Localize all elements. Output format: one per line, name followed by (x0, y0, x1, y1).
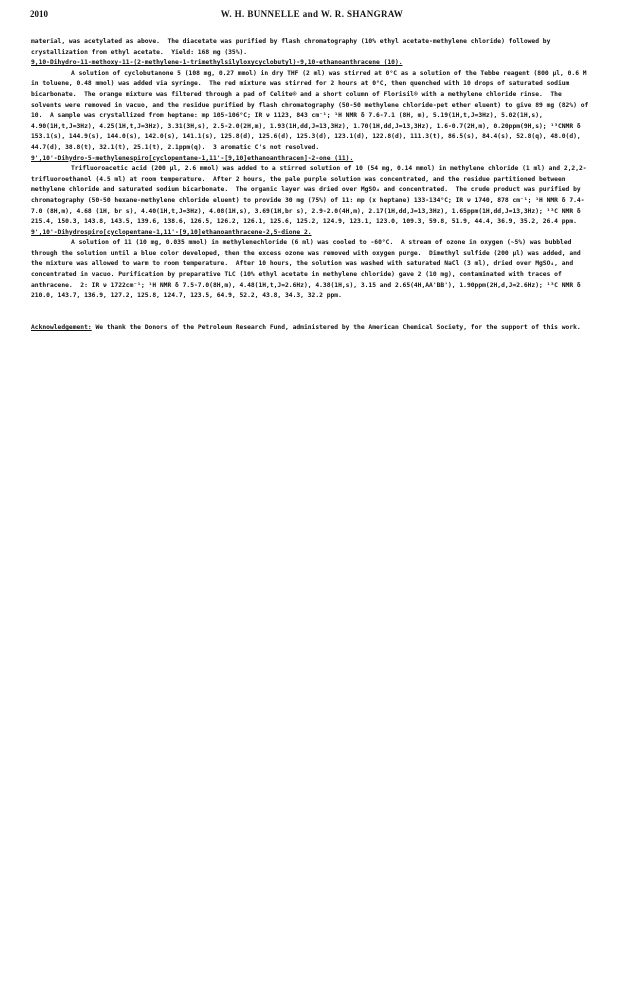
acknowledgement-text: We thank the Donors of the Petroleum Research Fund, administered by the American Chemical Society, for the support of this work. (91, 323, 581, 331)
compound-heading-11: 9',10'-Dihydro-5-methylenespiro[cyclopentane-1,11'-[9,10]ethanoanthracen]-2-one (11). (31, 154, 354, 162)
compound-heading-2: 9',10'-Dihydrospiro[cyclopentane-1,11'-[9,10]ethanoanthracene-2,5-dione 2. (31, 228, 312, 236)
section-gap (31, 302, 593, 323)
running-title: W. H. BUNNELLE and W. R. SHANGRAW (220, 9, 404, 19)
acknowledgement-label: Acknowledgement: (31, 323, 92, 331)
page-number: 2010 (30, 9, 48, 19)
acknowledgement (31, 323, 593, 334)
paragraph-compound-2: A solution of 11 (10 mg, 0.035 mmol) in methylenechloride (6 ml) was cooled to -60°C. A stream of ozone in oxygen (~5%) was bubbled through the solution until a blue color developed, then the excess ozone was removed with oxygen purge. Dimethyl sulfide (200 µl) was added, and the mixture was allowed to warm to room temperature. After 10 hours, the solution was washed with saturated NaCl (3 ml), dried over MgSO₄, and concentrated in vacuo. Purification by preparative TLC (10% ethyl acetate in methylene chloride) gave 2 (10 mg), contaminated with traces of anthracene. 2: IR ν 1722cm⁻¹; ¹H NMR δ 7.5-7.0(8H,m), 4.48(1H,t,J=2.6Hz), 4.38(1H,s), 3.15 and 2.65(4H,AA'BB'), 1.90ppm(2H,d,J=2.6Hz); ¹³C NMR δ 210.0, 143.7, 136.9, 127.2, 125.8, 124.7, 123.5, 64.9, 52.2, 43.8, 34.3, 32.2 ppm. (31, 239, 585, 300)
paragraph-diacetate: material, was acetylated as above. The diacetate was purified by flash chromatography (10% ethyl acetate-methylene chloride) followed by crystallization from ethyl acetate. Yield: 168 mg (35%). (31, 38, 555, 56)
paragraph-compound-11: Trifluoroacetic acid (200 µl, 2.6 mmol) was added to a stirred solution of 10 (54 mg, 0.14 mmol) in methylene chloride (1 ml) and 2,2,2-trifluoroethanol (4.5 ml) at room temperature. After 2 hours, the pale purple solution was concentrated, and the residue partitioned between methylene chloride and saturated sodium bicarbonate. The organic layer was dried over MgSO₄ and concentrated. The crude product was purified by chromatography (50-50 hexane-methylene chloride eluent) to provide 30 mg (75%) of 11: mp (x heptane) 133-134°C; IR ν 1740, 878 cm⁻¹; ¹H NMR δ 7.4-7.0 (8H,m), 4.68 (1H, br s), 4.40(1H,t,J=3Hz), 4.08(1H,s), 3.69(1H,br s), 2.9-2.0(4H,m), 2.17(1H,dd,J=13,3Hz), 1.65ppm(1H,dd,J=13,3Hz); ¹³C NMR δ 215.4, 150.3, 143.8, 143.5, 139.6, 138.6, 126.5, 126.2, 126.1, 125.6, 125.2, 124.9, 123.1, 123.0, 109.3, 59.8, 51.9, 44.4, 36.9, 35.2, 26.4 ppm. (31, 165, 587, 226)
page-header (30, 9, 594, 23)
compound-heading-10: 9,10-Dihydro-11-methoxy-11-(2-methylene-1-trimethylsilyloxycyclobutyl)-9,10-ethanoanthracene (10). (31, 59, 403, 67)
experimental-text (31, 37, 593, 333)
paragraph-compound-10: A solution of cyclobutanone 5 (108 mg, 0.27 mmol) in dry THF (2 ml) was stirred at 0°C as a solution of the Tebbe reagent (800 µl, 0.6 M in toluene, 0.48 mmol) was added via syringe. The red mixture was stirred for 2 hours at 0°C, then quenched with 10 drops of saturated sodium bicarbonate. The orange mixture was filtered through a pad of Celite® and a short column of Florisil® with a methylene chloride rinse. The solvents were removed in vacuo, and the residue purified by flash chromatography (50-50 methylene chloride-pet ether eluent) to give 89 mg (82%) of 10. A sample was crystallized from heptane: mp 105-106°C; IR ν 1123, 843 cm⁻¹; ¹H NMR δ 7.6-7.1 (8H, m), 5.19(1H,t,J=3Hz), 5.02(1H,s), 4.90(1H,t,J=3Hz), 4.25(1H,t,J=3Hz), 3.31(3H,s), 2.5-2.0(2H,m), 1.93(1H,dd,J=13,3Hz), 1.70(1H,dd,J=13,3Hz), 1.6-0.7(2H,m), 0.20ppm(9H,s); ¹³CNMR δ 153.1(s), 144.9(s), 144.0(s), 142.0(s), 141.1(s), 125.8(d), 125.6(d), 125.3(d), 123.1(d), 122.8(d), 111.3(t), 86.5(s), 84.4(s), 52.8(q), 48.0(d), 44.7(d), 38.8(t), 32.1(t), 25.1(t), 2.1ppm(q). 3 aromatic C's not resolved. (31, 69, 593, 151)
